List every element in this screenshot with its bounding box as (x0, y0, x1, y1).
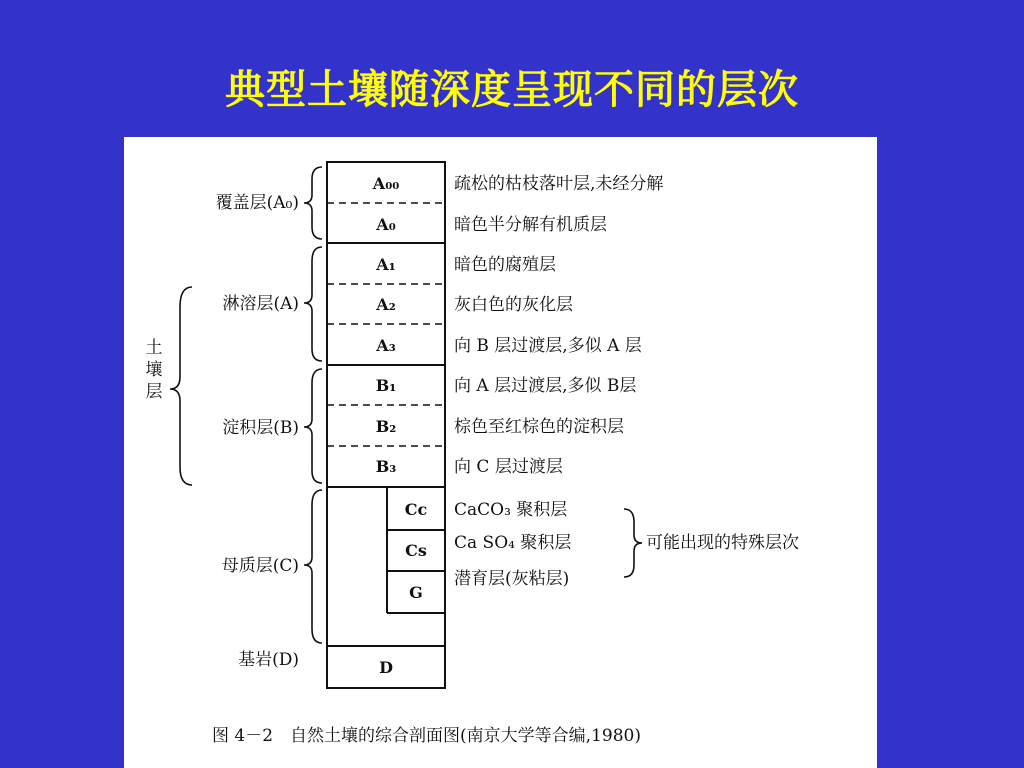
horizon-a2: A₂ (376, 295, 396, 314)
special-brace (624, 509, 642, 577)
horizon-a1: A₁ (376, 255, 396, 274)
horizon-a00: A₀₀ (372, 174, 400, 193)
horizon-b3: B₃ (375, 457, 397, 476)
soil-label-char-1: 土 (145, 338, 163, 358)
group-label-deposit: 淀积层(B) (222, 418, 299, 438)
horizon-g: G (409, 583, 423, 602)
desc-a3: 向 B 层过渡层,多似 A 层 (454, 336, 642, 356)
desc-b1: 向 A 层过渡层,多似 B层 (454, 376, 637, 396)
desc-a0: 暗色半分解有机质层 (454, 215, 607, 235)
group-label-bedrock: 基岩(D) (238, 650, 299, 670)
desc-cs: Ca SO₄ 聚积层 (454, 533, 572, 553)
slide-title: 典型土壤随深度呈现不同的层次 (225, 66, 799, 113)
desc-b2: 棕色至红棕色的淀积层 (454, 417, 624, 437)
horizon-dividers (327, 203, 445, 446)
special-layers-note: 可能出现的特殊层次 (646, 533, 799, 553)
group-label-parent: 母质层(C) (221, 556, 299, 576)
soil-label-char-2: 壤 (145, 360, 163, 380)
soil-label-char-3: 层 (145, 382, 163, 402)
desc-a1: 暗色的腐殖层 (454, 255, 556, 275)
horizon-b1: B₁ (375, 376, 397, 395)
horizon-b2: B₂ (375, 417, 397, 436)
figure-caption: 图 4－2 自然土壤的综合剖面图(南京大学等合编,1980) (212, 726, 641, 746)
soil-profile-diagram (124, 137, 877, 768)
horizon-a0: A₀ (376, 215, 396, 234)
group-label-cover: 覆盖层(A₀) (215, 193, 299, 213)
desc-g: 潜育层(灰粘层) (454, 569, 570, 589)
group-label-leach: 淋溶层(A) (222, 294, 299, 314)
horizon-d: D (379, 658, 393, 677)
horizon-a3: A₃ (376, 336, 396, 355)
desc-b3: 向 C 层过渡层 (454, 457, 563, 477)
desc-cc: CaCO₃ 聚积层 (454, 500, 568, 520)
horizon-cs: Cs (405, 541, 427, 560)
desc-a00: 疏松的枯枝落叶层,未经分解 (454, 174, 664, 194)
desc-a2: 灰白色的灰化层 (454, 295, 573, 315)
horizon-cc: Cc (404, 500, 428, 519)
soil-profile-figure (124, 137, 877, 768)
